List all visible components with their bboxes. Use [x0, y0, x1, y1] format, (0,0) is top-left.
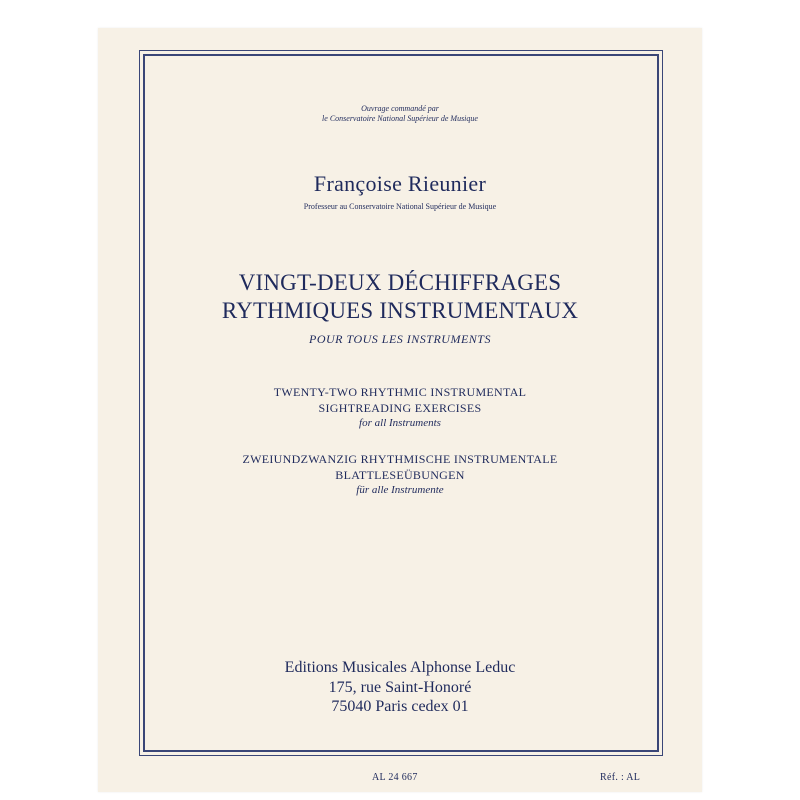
publisher-city: 75040 Paris cedex 01 [331, 698, 469, 715]
commission-line-1: Ouvrage commandé par [361, 104, 439, 113]
german-title-line-2: BLATTLESEÜBUNGEN [335, 468, 465, 482]
english-title-line-1: TWENTY-TWO RHYTHMIC INSTRUMENTAL [273, 385, 527, 399]
german-subtitle: für alle Instrumente [356, 484, 444, 496]
author-name: Françoise Rieunier [313, 171, 487, 196]
catalog-number: AL 24 667 [372, 772, 418, 783]
title-subtitle: POUR TOUS LES INSTRUMENTS [309, 332, 491, 346]
author-affiliation: Professeur au Conservatoire National Supérieur de Musique [303, 202, 497, 211]
reference-code: Réf. : AL [600, 772, 641, 783]
title-line-1: VINGT-DEUX DÉCHIFFRAGES [238, 270, 562, 295]
english-subtitle: for all Instruments [359, 417, 441, 429]
commission-line-2: le Conservatoire National Supérieur de Musique [322, 114, 478, 123]
publisher-street: 175, rue Saint-Honoré [328, 679, 472, 696]
publisher-name: Editions Musicales Alphonse Leduc [284, 659, 516, 676]
title-line-2: RYTHMIQUES INSTRUMENTAUX [221, 298, 579, 323]
english-title-line-2: SIGHTREADING EXERCISES [318, 401, 482, 415]
german-title-line-1: ZWEIUNDZWANZIG RHYTHMISCHE INSTRUMENTALE [242, 452, 558, 466]
